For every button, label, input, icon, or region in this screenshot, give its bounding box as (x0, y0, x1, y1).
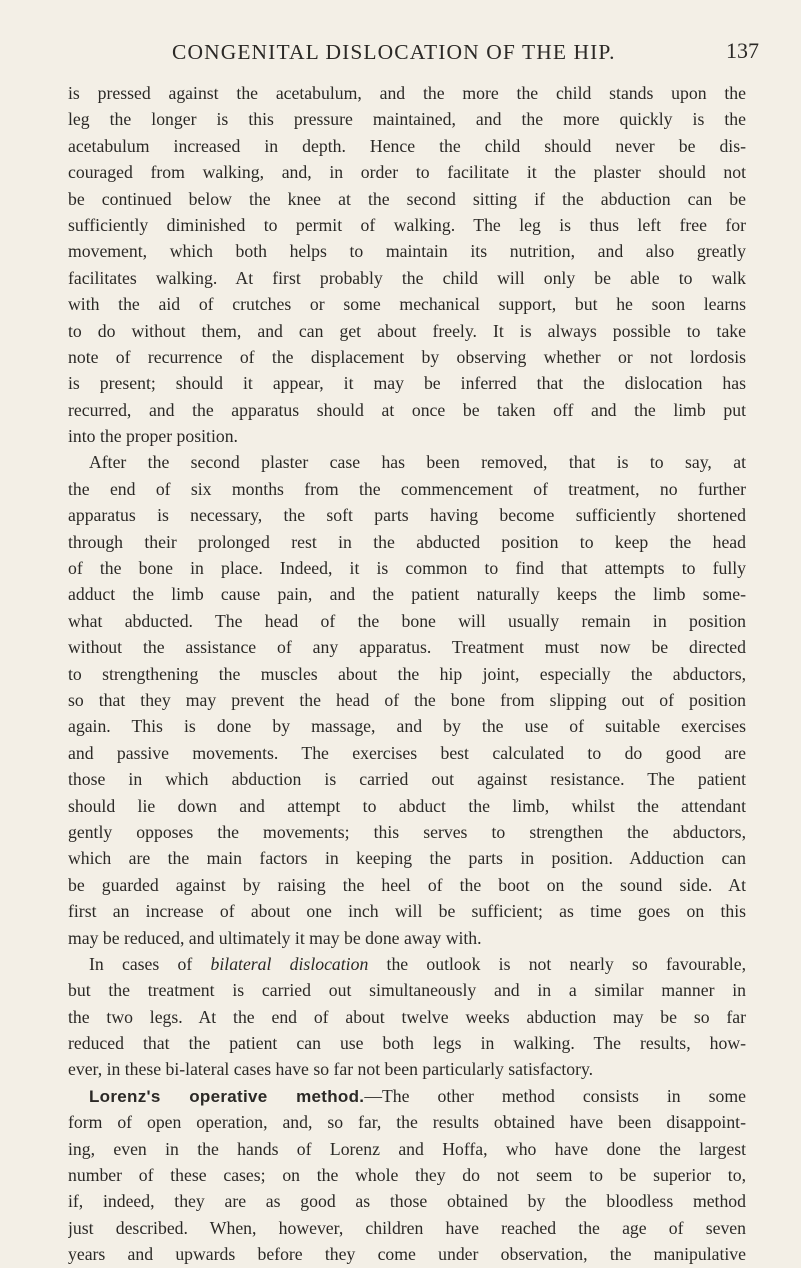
text-line (68, 793, 746, 819)
text-segment: the outlook is not nearly so favourable, (368, 953, 746, 974)
text-line (68, 344, 746, 370)
text-segment: to do without them, and can get about freely. It is always possible to take (68, 320, 746, 341)
text-segment: should lie down and attempt to abduct the limb, whilst the attendant (68, 795, 746, 816)
text-line (68, 159, 746, 185)
text-line (68, 819, 746, 845)
text-line (68, 1083, 746, 1109)
page-number: 137 (726, 38, 759, 63)
text-segment: with the aid of crutches or some mechanical support, but he soon learns (68, 294, 746, 315)
text-line (68, 1109, 746, 1135)
text-line (68, 898, 746, 924)
text-segment: In cases of (89, 953, 211, 974)
text-line (68, 318, 746, 344)
text-segment: acetabulum increased in depth. Hence the child should never be dis- (68, 135, 746, 156)
text-segment: be guarded against by raising the heel of the boot on the sound side. At (68, 874, 746, 895)
text-line (68, 291, 746, 317)
text-line (68, 476, 746, 502)
text-line (68, 370, 746, 396)
text-segment: form of open operation, and, so far, the results obtained have been disappoint- (68, 1112, 746, 1133)
text-segment: the end of six months from the commencement of treatment, no further (68, 478, 746, 499)
text-segment: gently opposes the movements; this serves to strengthen the abductors, (68, 821, 746, 842)
text-segment: what abducted. The head of the bone will usually remain in position (68, 610, 746, 631)
text-line (68, 449, 746, 475)
text-segment: sufficiently diminished to permit of walking. The leg is thus left free for (68, 214, 746, 235)
text-segment: recurred, and the apparatus should at once be taken off and the limb put (68, 399, 746, 420)
body-text (68, 80, 746, 1268)
text-line (68, 80, 746, 106)
italic-term: bilateral dislocation (210, 953, 369, 974)
text-segment: facilitates walking. At first probably the child will only be able to walk (68, 267, 746, 288)
text-line (68, 845, 746, 871)
text-segment: ever, in these bi-lateral cases have so far not been particularly satisfactory. (68, 1059, 594, 1080)
text-segment: which are the main factors in keeping the parts in position. Adduction can (68, 848, 746, 869)
text-segment: leg the longer is this pressure maintained, and the more quickly is the (68, 109, 746, 130)
text-line (68, 608, 746, 634)
text-segment: is pressed against the acetabulum, and the more the child stands upon the (68, 83, 746, 103)
text-line (68, 977, 746, 1003)
section-heading: Lorenz's operative method. (89, 1086, 365, 1106)
text-line (68, 661, 746, 687)
text-line (68, 713, 746, 739)
text-line (68, 212, 746, 238)
text-segment: After the second plaster case has been removed, that is to say, at (89, 452, 746, 473)
text-line (68, 133, 746, 159)
text-segment: so that they may prevent the head of the bone from slipping out of position (68, 689, 746, 710)
text-line (68, 925, 746, 951)
text-segment: to strengthening the muscles about the hip joint, especially the abductors, (68, 663, 746, 684)
text-line (68, 951, 746, 977)
text-segment: just described. When, however, children have reached the age of seven (68, 1217, 746, 1238)
text-segment: again. This is done by massage, and by the use of suitable exercises (68, 716, 746, 737)
text-line (68, 1004, 746, 1030)
text-segment: ing, even in the hands of Lorenz and Hoffa, who have done the largest (68, 1138, 746, 1159)
text-segment: be continued below the knee at the second sitting if the abduction can be (68, 188, 746, 209)
text-line (68, 238, 746, 264)
text-segment: movement, which both helps to maintain its nutrition, and also greatly (68, 241, 746, 262)
text-segment: but the treatment is carried out simultaneously and in a similar manner in (68, 980, 746, 1001)
text-segment: and passive movements. The exercises best calculated to do good are (68, 742, 746, 763)
text-segment: into the proper position. (68, 426, 238, 447)
text-line (68, 1136, 746, 1162)
text-line (68, 265, 746, 291)
text-line (68, 529, 746, 555)
text-line (68, 872, 746, 898)
text-line (68, 1030, 746, 1056)
text-segment: apparatus is necessary, the soft parts having become sufficiently shortened (68, 505, 746, 526)
text-line (68, 687, 746, 713)
text-segment: may be reduced, and ultimately it may be done away with. (68, 927, 482, 948)
text-segment: of the bone in place. Indeed, it is common to find that attempts to fully (68, 558, 746, 579)
text-line (68, 1241, 746, 1267)
text-segment: adduct the limb cause pain, and the patient naturally keeps the limb some- (68, 584, 746, 605)
text-segment: is present; should it appear, it may be inferred that the dislocation has (68, 373, 746, 394)
text-line (68, 740, 746, 766)
text-line (68, 1215, 746, 1241)
text-line (68, 555, 746, 581)
text-line (68, 634, 746, 660)
text-line (68, 397, 746, 423)
text-line (68, 1056, 746, 1082)
text-line (68, 1188, 746, 1214)
text-line (68, 581, 746, 607)
text-line (68, 766, 746, 792)
text-segment: first an increase of about one inch will be sufficient; as time goes on this (68, 901, 746, 922)
text-segment: if, indeed, they are as good as those obtained by the bloodless method (68, 1191, 746, 1212)
text-segment: —The other method consists in some (364, 1085, 746, 1106)
text-line (68, 186, 746, 212)
text-segment: years and upwards before they come under observation, the manipulative (68, 1244, 746, 1265)
running-head: CONGENITAL DISLOCATION OF THE HIP. (172, 40, 616, 64)
text-segment: those in which abduction is carried out against resistance. The patient (68, 769, 746, 790)
text-segment: note of recurrence of the displacement by observing whether or not lordosis (68, 346, 746, 367)
text-line (68, 1162, 746, 1188)
text-line (68, 423, 746, 449)
text-segment: number of these cases; on the whole they do not seem to be superior to, (68, 1165, 746, 1186)
text-line (68, 106, 746, 132)
text-segment: couraged from walking, and, in order to facilitate it the plaster should not (68, 162, 746, 183)
text-segment: through their prolonged rest in the abducted position to keep the head (68, 531, 746, 552)
text-line (68, 502, 746, 528)
text-segment: without the assistance of any apparatus. Treatment must now be directed (68, 637, 746, 658)
text-segment: the two legs. At the end of about twelve weeks abduction may be so far (68, 1006, 746, 1027)
text-segment: reduced that the patient can use both legs in walking. The results, how- (68, 1033, 746, 1054)
